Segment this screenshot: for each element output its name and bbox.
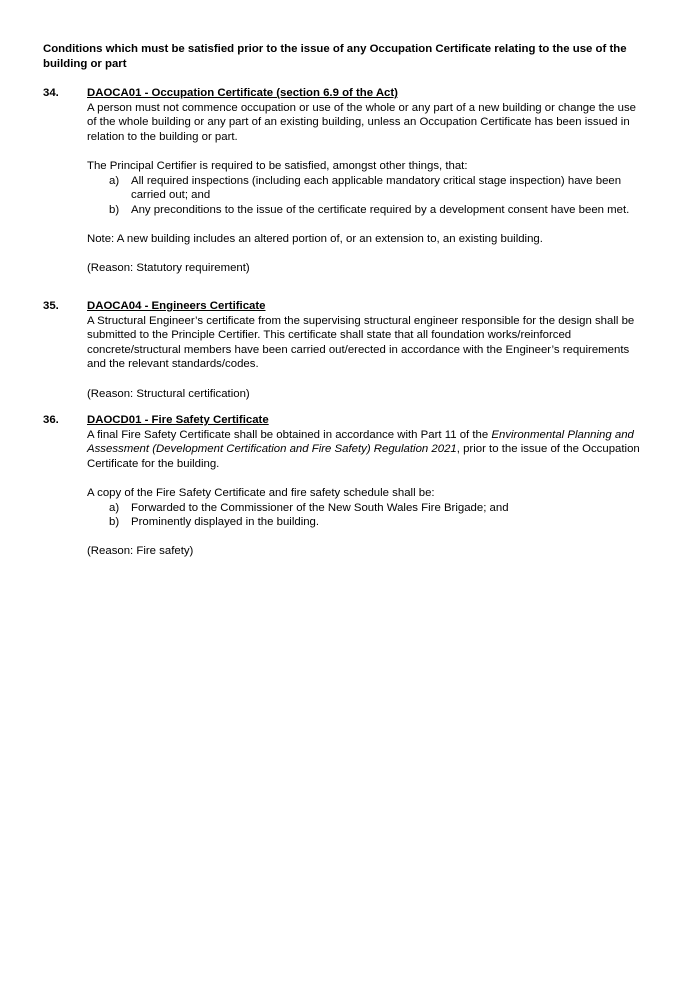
condition-list: [87, 174, 643, 218]
condition-title: DAOCA04 - Engineers Certificate: [87, 300, 266, 312]
condition-title: DAOCD01 - Fire Safety Certificate: [87, 414, 269, 426]
condition-number: 34.: [43, 87, 59, 99]
list-item-text: Forwarded to the Commissioner of the New South Wales Fire Brigade; and: [131, 501, 509, 514]
condition-paragraph: The Principal Certifier is required to be satisfied, amongst other things, that:: [87, 159, 468, 172]
list-marker: b): [109, 203, 120, 216]
regulation-name: Environmental Planning and Assessment (Development Certification and Fire Safety) Regulation 2021: [87, 428, 634, 456]
condition-body: [87, 86, 643, 276]
list-item-text: Prominently displayed in the building.: [131, 516, 320, 529]
condition-paragraph: A person must not commence occupation or use of the whole or any part of a new building or change the use of the whole building or any part of an existing building, unless an Occupation Certificate has been issued in relation to the building or part.: [87, 101, 636, 143]
condition-list: [87, 501, 643, 530]
paragraph-text: A final Fire Safety Certificate shall be obtained in accordance with Part 11 of the: [87, 428, 492, 441]
list-item: [87, 501, 643, 516]
section-heading: Conditions which must be satisfied prior to the issue of any Occupation Certificate relating to the use of the building or part: [43, 43, 627, 70]
list-item-text: Any preconditions to the issue of the certificate required by a development consent have been met.: [131, 203, 630, 216]
condition-paragraph: A Structural Engineer’s certificate from the supervising structural engineer responsible for the design shall be submitted to the Principle Certifier. This certificate shall state that all foundation works/reinforced concrete/structural members have been carried out/erected in accordance with the Engineer’s requirements and the relevant standards/codes.: [87, 314, 635, 371]
condition-paragraph: [87, 428, 643, 472]
list-item: [87, 174, 643, 203]
paragraph-text: , prior to the issue of the Occupation Certificate for the building.: [87, 443, 640, 470]
list-marker: a): [109, 174, 120, 187]
list-item-text: All required inspections (including each applicable mandatory critical stage inspection) have been carried out; and: [131, 174, 622, 202]
list-item: [87, 515, 643, 530]
condition-body: [87, 299, 643, 401]
condition-title: DAOCA01 - Occupation Certificate (section 6.9 of the Act): [87, 87, 398, 99]
condition-reason: (Reason: Fire safety): [87, 545, 194, 558]
list-marker: b): [109, 516, 120, 529]
condition-note: Note: A new building includes an altered portion of, or an extension to, an existing building.: [87, 232, 543, 245]
condition-reason: (Reason: Structural certification): [87, 387, 250, 400]
condition-paragraph: A copy of the Fire Safety Certificate and fire safety schedule shall be:: [87, 486, 435, 499]
condition-number: 36.: [43, 414, 59, 426]
condition-number: 35.: [43, 300, 59, 312]
list-item: [87, 203, 643, 218]
condition-body: [87, 413, 643, 559]
condition-reason: (Reason: Statutory requirement): [87, 262, 250, 275]
list-marker: a): [109, 501, 120, 514]
